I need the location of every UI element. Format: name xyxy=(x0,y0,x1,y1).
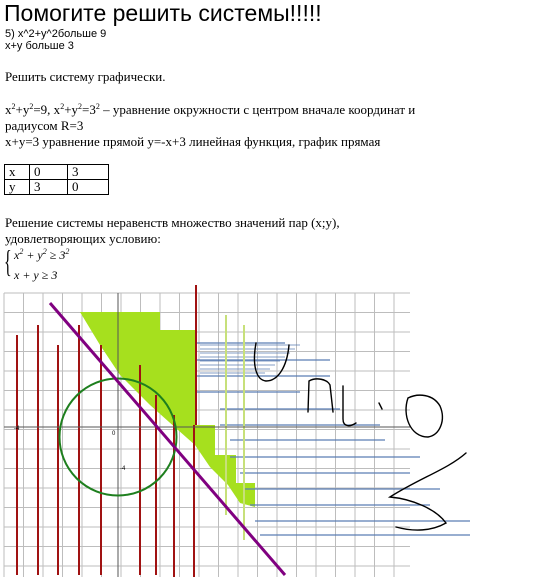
scribble-stroke xyxy=(379,403,382,409)
table-cell: x xyxy=(5,165,30,180)
table-row xyxy=(5,165,109,180)
x-tick-label: -4 xyxy=(14,426,20,432)
scribble-stroke xyxy=(308,379,333,412)
scribble-stroke xyxy=(406,395,442,437)
answer-intro: Решить систему графически. xyxy=(5,69,166,84)
table-cell: 0 xyxy=(68,180,109,195)
scribble-stroke xyxy=(390,453,466,530)
solution-text-2: удовлетворяющих условию: xyxy=(5,231,161,246)
blue-hatching xyxy=(196,343,470,535)
values-table xyxy=(4,164,109,195)
system-row-2: x + y ≥ 3 xyxy=(14,268,58,282)
circle-equation-text: $x^2+y^2=9$, $x^2+y^2=3^2$ – уравнение окружности с центром вначале координат и xyxy=(5,102,416,117)
question-line-1: 5) x^2+y^2больше 9 xyxy=(5,28,107,40)
question-line-2: x+y больше 3 xyxy=(5,40,74,52)
system-brace: { xyxy=(4,243,12,279)
table-cell: 3 xyxy=(30,180,68,195)
question-title: Помогите решить системы!!!!! xyxy=(4,0,322,26)
origin-label: 0 xyxy=(112,431,116,437)
table-cell: 0 xyxy=(30,165,68,180)
solution-text-1: Решение системы неравенств множество значений пар (x;y), xyxy=(5,215,340,230)
radius-text: радиусом R=3 xyxy=(5,118,84,133)
line-equation-text: x+y=3 уравнение прямой y=-x+3 линейная функция, график прямая xyxy=(5,134,381,149)
scribble-stroke xyxy=(343,386,356,426)
table-row xyxy=(5,180,109,195)
table-cell: y xyxy=(5,180,30,195)
y-tick-label: -4 xyxy=(120,466,126,472)
table-cell: 3 xyxy=(68,165,109,180)
system-row-1: $x^2 + y^2 \ge 3^2$ xyxy=(14,247,70,262)
graph-area xyxy=(0,285,541,581)
